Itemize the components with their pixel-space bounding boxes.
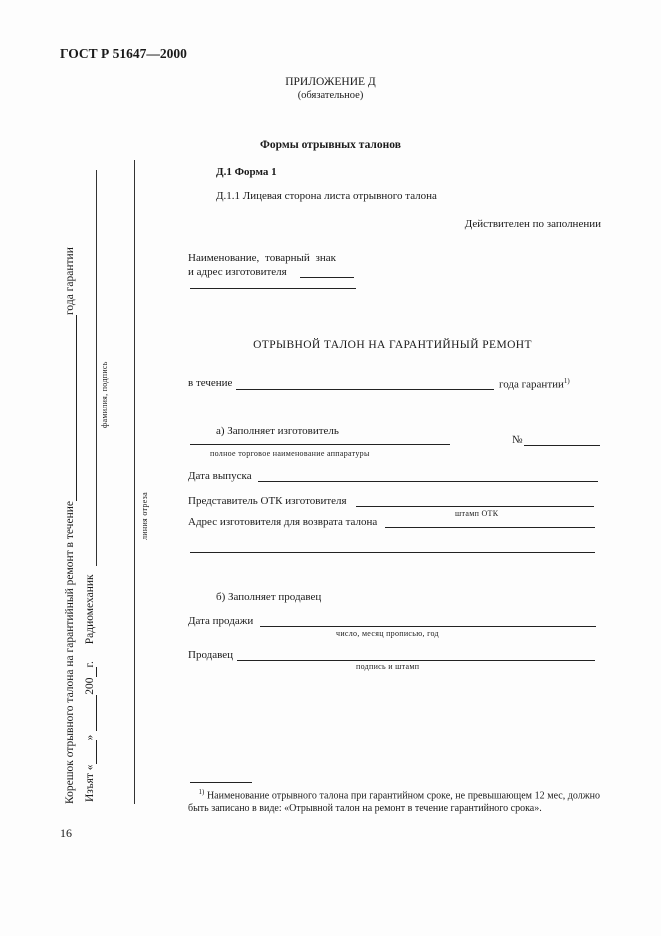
section-title: Формы отрывных талонов: [260, 139, 401, 151]
appendix-title: ПРИЛОЖЕНИЕ Д: [285, 76, 376, 88]
stub-line1-right: года гарантии: [64, 247, 76, 315]
stub-line2: [84, 574, 97, 802]
trade-name-caption: полное торговое наименование аппаратуры: [210, 449, 370, 458]
stub-withdrawn-label: Изъят «: [84, 764, 96, 802]
stub-year: 200: [84, 677, 96, 695]
cut-line-caption: линия отреза: [140, 492, 149, 540]
stub-quote-close: »: [84, 734, 96, 741]
number-field-line: [524, 445, 600, 446]
otk-stamp-caption: штамп ОТК: [455, 509, 499, 518]
footnote-mark: 1): [563, 377, 570, 385]
sale-date-caption: число, месяц прописью, год: [336, 629, 439, 638]
stub-month-field-line: [84, 695, 97, 731]
trade-name-field-line: [190, 444, 450, 445]
return-address-label: Адрес изготовителя для возврата талона: [188, 516, 378, 528]
stub-years-field-line: [64, 315, 77, 501]
coupon-title: ОТРЫВНОЙ ТАЛОН НА ГАРАНТИЙНЫЙ РЕМОНТ: [253, 339, 532, 351]
warranty-years-label: года гарантии$^{1)}$: [499, 377, 570, 391]
sale-date-label: Дата продажи: [188, 615, 254, 627]
release-date-label: Дата выпуска: [188, 470, 252, 482]
stub-year-field-line: [84, 667, 97, 677]
otk-rep-label: Представитель ОТК изготовителя: [188, 495, 347, 507]
seller-label: Продавец: [188, 649, 234, 661]
part-b-label: б) Заполняет продавец: [216, 591, 322, 603]
number-sign: №: [512, 434, 523, 446]
stub-line1: [64, 247, 77, 804]
form-label: Д.1 Форма 1: [216, 166, 277, 178]
return-address-field-line-2: [190, 552, 595, 553]
stub-mechanic-label: Радиомеханик: [84, 574, 96, 645]
manufacturer-field-line: [300, 277, 354, 278]
clause-title: Д.1.1 Лицевая сторона листа отрывного талона: [216, 190, 437, 202]
sale-date-field-line: [260, 626, 596, 627]
standard-id: ГОСТ Р 51647—2000: [60, 46, 187, 61]
seller-field-line: [237, 660, 595, 661]
otk-rep-field-line: [356, 506, 594, 507]
footnote: [188, 786, 600, 815]
during-field-line: [236, 389, 494, 390]
signature-caption: фамилия, подпись: [100, 361, 109, 428]
manufacturer-label-line1: Наименование, товарный знак: [188, 252, 336, 264]
during-label: в течение: [188, 377, 233, 389]
seller-caption: подпись и штамп: [356, 662, 420, 671]
signature-field-line: [96, 170, 97, 566]
footnote-text: Наименование отрывного талона при гарантийном сроке, не превышающем 12 мес, должно быть записано в виде: «Отрывной талон на ремонт в течение гарантийного срока».: [188, 790, 601, 814]
return-address-field-line: [385, 527, 595, 528]
stub-line1-left: Корешок отрывного талона на гарантийный ремонт в течение: [64, 501, 76, 804]
footnote-rule: [190, 782, 252, 783]
release-date-field-line: [258, 481, 598, 482]
stub-day-field-line: [84, 740, 97, 764]
manufacturer-label-line2: и адрес изготовителя: [188, 266, 287, 278]
cut-line: [134, 160, 135, 804]
manufacturer-field-line: [190, 288, 356, 289]
valid-note: Действителен по заполнении: [464, 218, 601, 230]
page-number: 16: [60, 826, 72, 840]
footnote-number: 1): [198, 788, 205, 796]
appendix-subtitle: (обязательное): [297, 90, 364, 101]
part-a-label: а) Заполняет изготовитель: [216, 425, 339, 437]
stub-year-suffix: г.: [84, 661, 96, 668]
